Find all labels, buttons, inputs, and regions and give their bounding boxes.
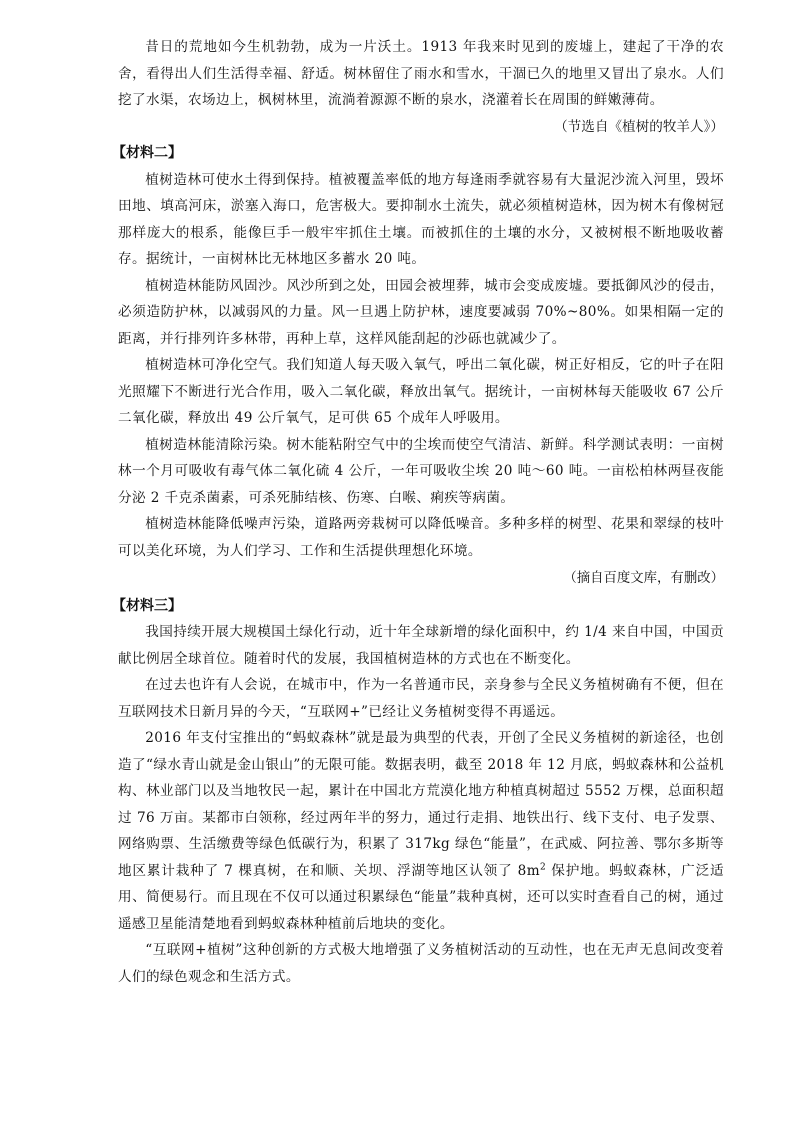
material3-paragraph-3-part-b: 保护地。蚂蚁森林，广泛适用、简便易行。而且现在不仅可以通过积累绿色“能量”栽种真树，还可以实时查看自己的树，通过遥感卫星能清楚地看到蚂蚁森林种植前后地块的变化。 — [118, 862, 724, 932]
material3-paragraph-3-part-a: 2016 年支付宝推出的“蚂蚁森林”就是最为典型的代表，开创了全民义务植树的新途径，也创造了“绿水青山就是金山银山”的无限可能。数据表明，截至 2018 年 12 月底，蚂蚁森林和公益机构、林业部门以及当地牧民一起，累计在中国北方荒漠化地方种植真树超过 5552 万棵，总面积超过 76 万亩。某都市白领称，经过两年半的努力，通过行走捐、地铁出行、线下支付、电子发票、网络购票、生活缴费等绿色低碳行为，积累了 317kg 绿色“能量”，在武威、阿拉善、鄂尔多斯等地区累计栽种了 7 棵真树，在和顺、关坝、浮湖等地区认领了 8m — [118, 730, 724, 879]
material2-paragraph-5: 植树造林能降低噪声污染，道路两旁栽树可以降低噪音。多种多样的树型、花果和翠绿的枝叶可以美化环境，为人们学习、工作和生活提供理想化环境。 — [118, 516, 724, 559]
material3-heading: 【材料三】 — [112, 597, 182, 614]
material2-paragraph-2: 植树造林能防风固沙。风沙所到之处，田园会被埋葬，城市会变成废墟。要抵御风沙的侵击，必须造防护林，以减弱风的力量。风一旦遇上防护林，速度要减弱 70%~80%。如果相隔一定的距离，并行排列许多林带，再种上草，这样风能刮起的沙砾也就减少了。 — [118, 277, 724, 347]
material2-heading: 【材料二】 — [112, 145, 182, 161]
material2-paragraph-3: 植树造林可净化空气。我们知道人每天吸入氧气，呼出二氧化碳，树正好相反，它的叶子在阳光照耀下不断进行光合作用，吸入二氧化碳，释放出氧气。据统计，一亩树林每天能吸收 67 公斤二氧化碳，释放出 49 公斤氧气，足可供 65 个成年人呼吸用。 — [118, 357, 724, 426]
material2-paragraph-1: 植树造林可使水土得到保持。植被覆盖率低的地方每逢雨季就容易有大量泥沙流入河里，毁坏田地、填高河床，淤塞入海口，危害极大。要抑制水土流失，就必须植树造林，因为树木有像树冠那样庞大的根系，能像巨手一般牢牢抓住土壤。而被抓住的土壤的水分，又被树根不断地吸收蓄存。据统计，一亩树林比无林地区多蓄水 20 吨。 — [118, 171, 724, 267]
material3-paragraph-4: “互联网+植树”这种创新的方式极大地增强了义务植树活动的互动性，也在无声无息间改变着人们的绿色观念和生活方式。 — [118, 942, 724, 985]
material2-source: （摘自百度文库，有删改） — [563, 571, 724, 586]
material3-paragraph-2: 在过去也许有人会说，在城市中，作为一名普通市民，亲身参与全民义务植树确有不便，但在互联网技术日新月异的今天，“互联网+”已经让义务植树变得不再遥远。 — [118, 677, 724, 720]
document-page — [112, 34, 724, 990]
material2-paragraph-4: 植树造林能清除污染。树木能粘附空气中的尘埃而使空气清洁、新鲜。科学测试表明：一亩树林一个月可吸收有毒气体二氧化硫 4 公斤，一年可吸收尘埃 20 吨～60 吨。一亩松柏林两昼夜能分泌 2 千克杀菌素，可杀死肺结核、伤寒、白喉、痢疾等病菌。 — [118, 436, 724, 506]
material1-source: （节选自《植树的牧羊人》） — [554, 118, 724, 135]
material1-paragraph: 昔日的荒地如今生机勃勃，成为一片沃土。1913 年我来时见到的废墟上，建起了干净的农舍，看得出人们生活得幸福、舒适。树林留住了雨水和雪水，干涸已久的地里又冒出了泉水。人们挖了水渠，农场边上，枫树林里，流淌着源源不断的泉水，浇灌着长在周围的鲜嫩薄荷。 — [118, 39, 724, 108]
square-meter-superscript: 2 — [540, 861, 547, 872]
material3-paragraph-3 — [118, 725, 724, 937]
material3-paragraph-1: 我国持续开展大规模国土绿化行动，近十年全球新增的绿化面积中，约 1/4 来自中国，中国贡献比例居全球首位。随着时代的发展，我国植树造林的方式也在不断变化。 — [118, 624, 724, 667]
